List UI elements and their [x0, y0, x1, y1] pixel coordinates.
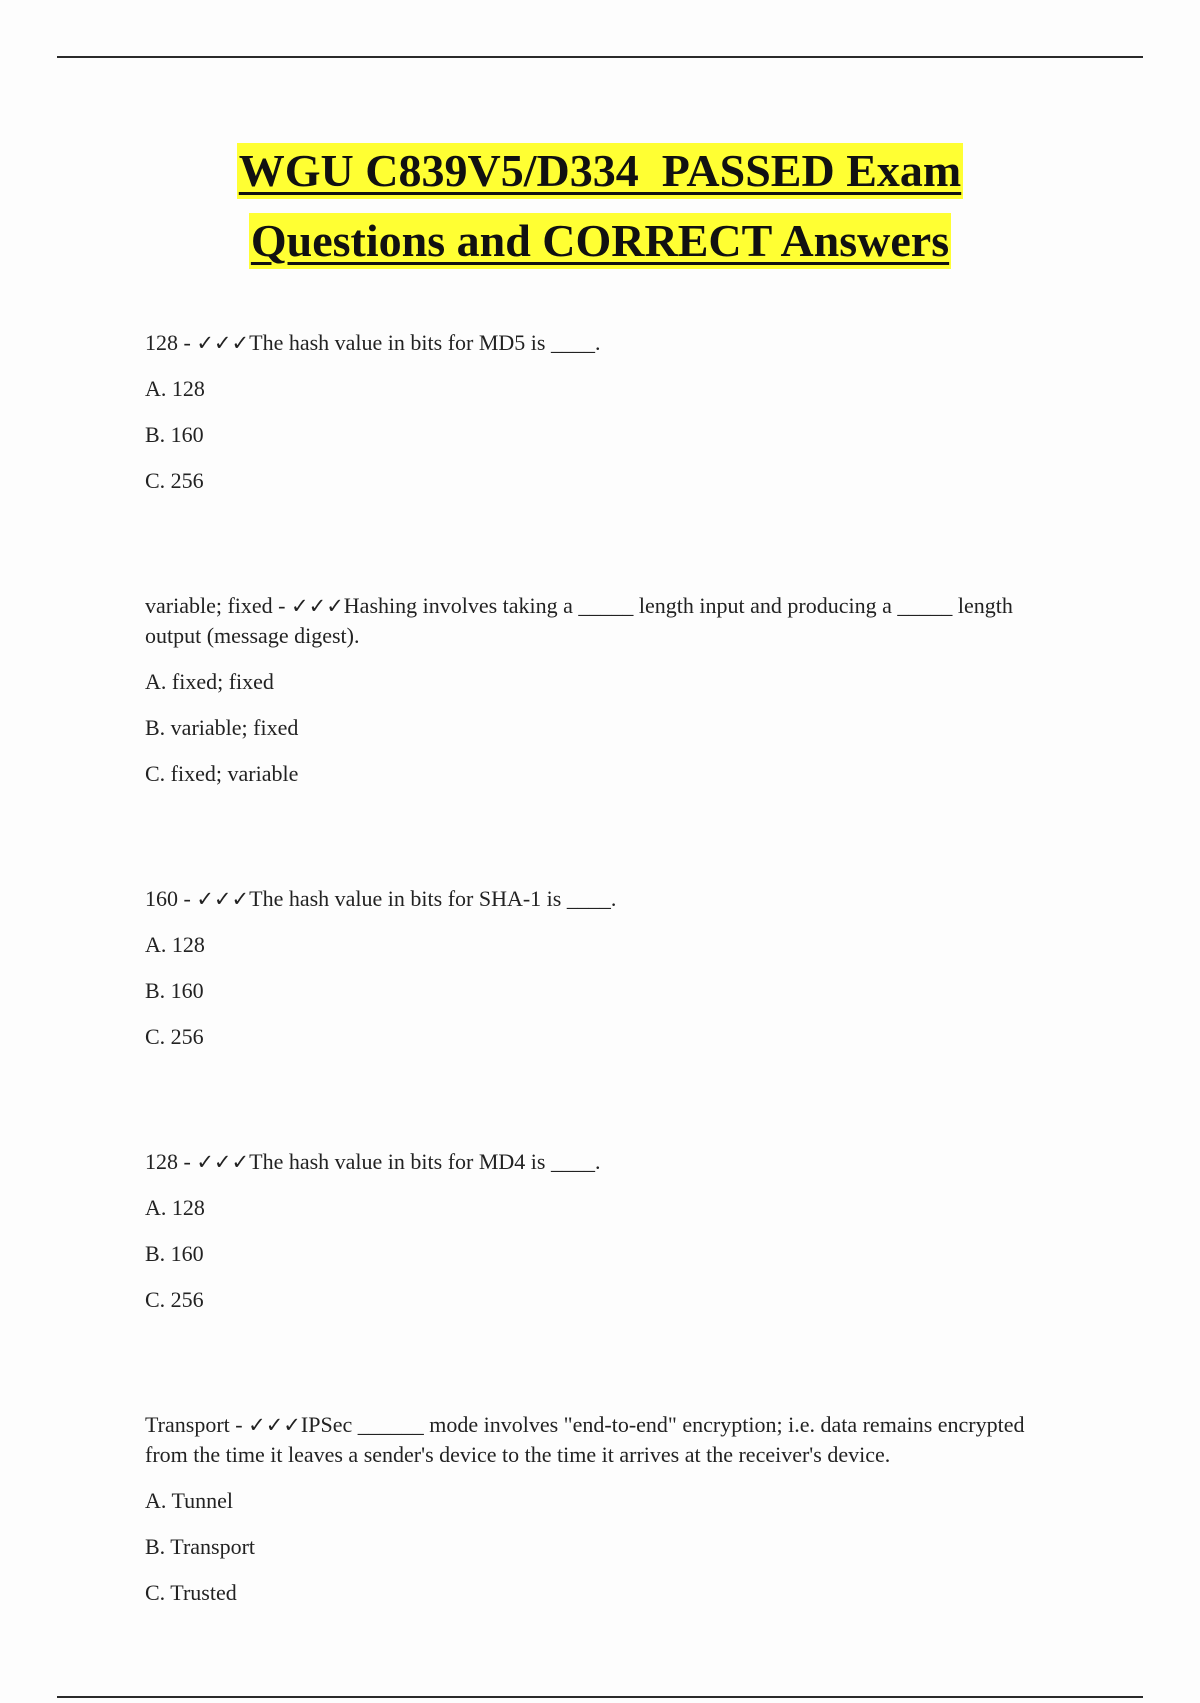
- option-b: B. 160: [145, 422, 204, 447]
- question-body: The hash value in bits for MD5 is ____.: [249, 330, 601, 355]
- question-text: [145, 328, 1045, 358]
- question-text: [145, 1410, 1045, 1470]
- answer-prefix: 128 -: [145, 1149, 197, 1174]
- answer-prefix: Transport -: [145, 1412, 249, 1437]
- question-item: [145, 328, 1045, 496]
- check-marks-icon: ✓✓✓: [291, 594, 344, 618]
- check-marks-icon: ✓✓✓: [196, 887, 250, 911]
- question-item: [145, 1147, 1045, 1315]
- document-title: [0, 143, 1200, 283]
- check-marks-icon: ✓✓✓: [196, 331, 250, 355]
- question-item: [145, 591, 1045, 789]
- option-c: C. 256: [145, 468, 204, 493]
- option-a: A. 128: [145, 376, 205, 401]
- option-b: B. Transport: [145, 1534, 256, 1559]
- check-marks-icon: ✓✓✓: [196, 1150, 250, 1174]
- option-a: A. fixed; fixed: [145, 669, 274, 694]
- answer-prefix: variable; fixed -: [145, 593, 291, 618]
- option-b: B. variable; fixed: [145, 715, 299, 740]
- option-b: B. 160: [145, 978, 204, 1003]
- question-body: The hash value in bits for SHA-1 is ____.: [249, 886, 617, 911]
- check-marks-icon: ✓✓✓: [248, 1413, 301, 1437]
- option-a: A. Tunnel: [145, 1488, 234, 1513]
- option-c: C. fixed; variable: [145, 761, 299, 786]
- question-item: [145, 1410, 1045, 1608]
- option-c: C. 256: [145, 1287, 204, 1312]
- option-c: C. 256: [145, 1024, 204, 1049]
- answer-prefix: 160 -: [145, 886, 197, 911]
- question-text: [145, 884, 1045, 914]
- answer-prefix: 128 -: [145, 330, 197, 355]
- question-list: [145, 328, 1045, 1703]
- question-item: [145, 884, 1045, 1052]
- bottom-rule: [57, 1696, 1143, 1698]
- title-line-2: Questions and CORRECT Answers: [249, 213, 951, 269]
- question-text: [145, 591, 1045, 651]
- option-a: A. 128: [145, 932, 205, 957]
- title-line-1: WGU C839V5/D334 PASSED Exam: [237, 143, 963, 199]
- question-text: [145, 1147, 1045, 1177]
- top-rule: [57, 56, 1143, 58]
- option-b: B. 160: [145, 1241, 204, 1266]
- question-body: Hashing involves taking a _____ length input and producing a _____ length output (message digest).: [145, 593, 1013, 648]
- question-body: IPSec ______ mode involves "end-to-end" encryption; i.e. data remains encrypted from the time it leaves a sender's device to the time it arrives at the receiver's device.: [145, 1412, 1025, 1467]
- option-a: A. 128: [145, 1195, 205, 1220]
- question-body: The hash value in bits for MD4 is ____.: [249, 1149, 601, 1174]
- option-c: C. Trusted: [145, 1580, 237, 1605]
